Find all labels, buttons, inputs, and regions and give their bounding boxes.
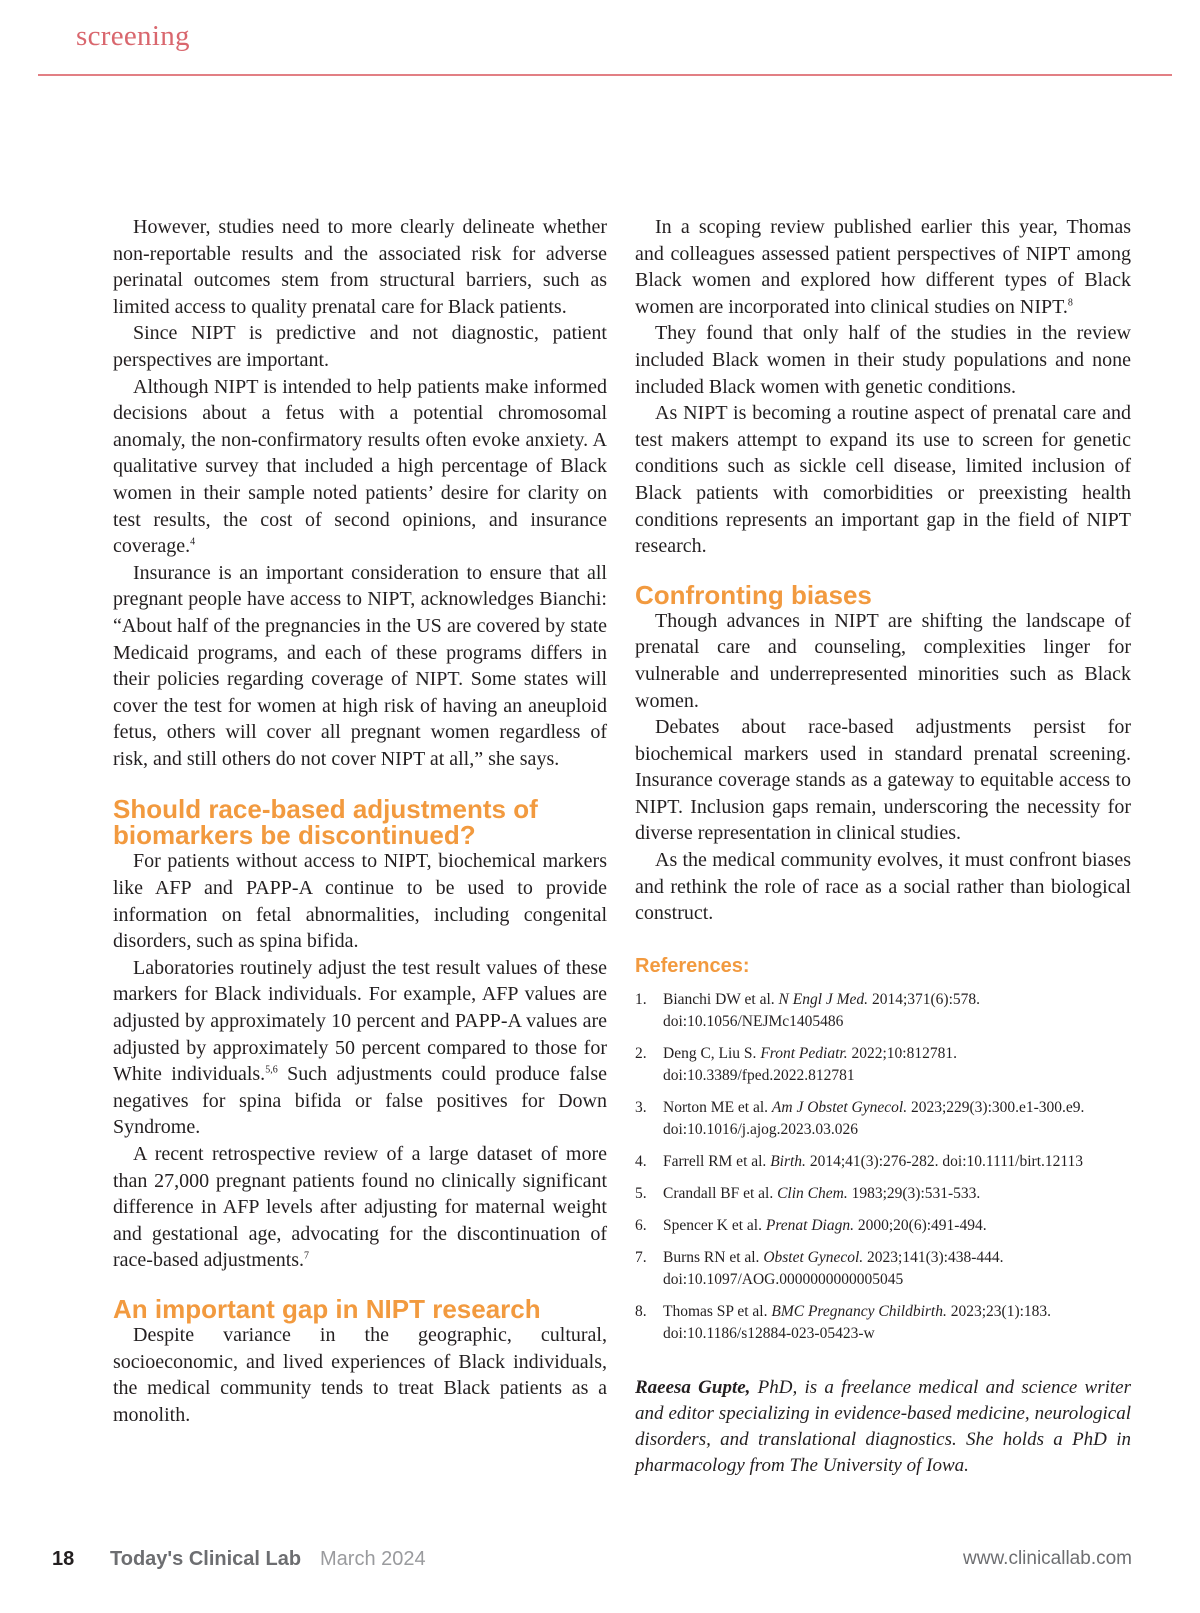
paragraph-text: Although NIPT is intended to help patients make informed decisions about a fetus with a potential chromosomal anomaly, the non-confirmatory results often evoke anxiety. A qualitative survey that included a high percentage of Black women in their sample noted patients’ desire for clarity on test results, the cost of second opinions, and insurance coverage. [113, 375, 607, 558]
reference-authors: Bianchi DW et al. [663, 991, 779, 1009]
section-heading: Confronting biases [635, 579, 872, 610]
reference-number: 3. [635, 1099, 647, 1117]
paragraph: Insurance is an important consideration to ensure that all pregnant people have access to NIPT, acknowledges Bianchi: “About half of the pregnancies in the US are covered by state Medicaid programs, and each of these programs differs in their policies regarding coverage of NIPT. Some states will cover the test for women at high risk of having an aneuploid fetus, others will cover all pregnant women regardless of risk, and still others do not cover NIPT at all,” she says. [113, 561, 607, 770]
paragraph: As NIPT is becoming a routine aspect of prenatal care and test makers attempt to expand its use to screen for genetic conditions such as sickle cell disease, limited inclusion of Black patients with comorbidities or preexisting health conditions represents an important gap in the field of NIPT research. [635, 402, 1131, 558]
reference-item [635, 1151, 1131, 1173]
reference-details: 2000;20(6):491-494. [854, 1217, 987, 1235]
author-bio [635, 1375, 1131, 1479]
reference-details: 1983;29(3):531-533. [847, 1185, 981, 1203]
paragraph: Though advances in NIPT are shifting the landscape of prenatal care and counseling, complexities linger for vulnerable and underrepresented minorities such as Black women. [635, 609, 1131, 712]
reference-journal: Clin Chem. [777, 1185, 848, 1203]
reference-authors: Burns RN et al. [663, 1249, 764, 1267]
reference-journal: Prenat Diagn. [765, 1217, 854, 1235]
magazine-title: Today's Clinical Lab [110, 1548, 302, 1570]
reference-details: 2014;41(3):276-282. doi:10.1111/birt.12113 [805, 1153, 1084, 1171]
left-column [113, 214, 607, 1428]
citation-superscript: 5,6 [265, 1064, 278, 1076]
paragraph-text: In a scoping review published earlier this year, Thomas and colleagues assessed patient perspectives of NIPT among Black women and explored how different types of Black women are incorporated into clinical studies on NIPT. [635, 216, 1131, 318]
page-number: 18 [52, 1548, 75, 1570]
citation-superscript: 8 [1067, 297, 1073, 309]
reference-number: 6. [635, 1217, 647, 1235]
reference-item [635, 1301, 1131, 1345]
paragraph: As the medical community evolves, it must confront biases and rethink the role of race as a social rather than biological construct. [635, 849, 1131, 925]
reference-number: 5. [635, 1185, 647, 1203]
reference-item [635, 1183, 1131, 1205]
reference-item [635, 1215, 1131, 1237]
reference-authors: Crandall BF et al. [663, 1185, 778, 1203]
reference-item [635, 1247, 1131, 1291]
issue-date: March 2024 [320, 1548, 426, 1570]
paragraph [635, 214, 1131, 320]
reference-number: 8. [635, 1303, 647, 1321]
reference-details: 2023;141(3):438-444. doi:10.1097/AOG.0000000000005045 [663, 1249, 1004, 1289]
paragraph: However, studies need to more clearly delineate whether non-reportable results and the associated risk for adverse perinatal outcomes stem from structural barriers, such as limited access to quality prenatal care for Black patients. [113, 216, 607, 318]
reference-authors: Deng C, Liu S. [663, 1045, 761, 1063]
author-bio-text: PhD, is a freelance medical and science writer and editor specializing in evidence-based medicine, neurological disorders, and translational diagnostics. She holds a PhD in pharmacology from The University of Iowa. [635, 1377, 1132, 1477]
paragraph-text: A recent retrospective review of a large dataset of more than 27,000 pregnant patients found no clinically significant difference in AFP levels after adjusting for maternal weight and gestational age, advocating for the discontinuation of race-based adjustments. [113, 1143, 607, 1272]
paragraph [113, 1141, 607, 1274]
reference-number: 2. [635, 1045, 647, 1063]
paragraph: Since NIPT is predictive and not diagnostic, patient perspectives are important. [113, 322, 607, 371]
reference-item [635, 1097, 1131, 1141]
citation-superscript: 7 [304, 1250, 310, 1262]
paragraph: They found that only half of the studies in the review included Black women in their study populations and none included Black women with genetic conditions. [635, 322, 1131, 398]
paragraph: Debates about race-based adjustments persist for biochemical markers used in standard prenatal screening. Insurance coverage stands as a gateway to equitable access to NIPT. Inclusion gaps remain, underscoring the necessity for diverse representation in clinical studies. [635, 716, 1131, 845]
paragraph: For patients without access to NIPT, biochemical markers like AFP and PAPP-A continue to be used to provide information on fetal abnormalities, including congenital disorders, such as spina bifida. [113, 850, 607, 953]
section-heading: An important gap in NIPT research [113, 1293, 541, 1324]
reference-details: 2022;10:812781. doi:10.3389/fped.2022.812781 [663, 1045, 957, 1085]
reference-details: 2023;229(3):300.e1-300.e9. doi:10.1016/j.ajog.2023.03.026 [663, 1099, 1085, 1139]
citation-superscript: 4 [190, 536, 196, 548]
page-footer [52, 1548, 1132, 1578]
website-url: www.clinicallab.com [963, 1548, 1132, 1569]
reference-authors: Thomas SP et al. [663, 1303, 772, 1321]
reference-journal: BMC Pregnancy Childbirth. [771, 1303, 947, 1321]
references-heading: References: [635, 954, 750, 977]
references-list [635, 989, 1131, 1345]
section-heading: Should race-based adjustments of biomarkers be discontinued? [113, 794, 538, 851]
reference-journal: Birth. [770, 1153, 806, 1171]
reference-details: 2014;371(6):578. doi:10.1056/NEJMc1405486 [663, 991, 980, 1031]
reference-number: 1. [635, 991, 647, 1009]
reference-authors: Norton ME et al. [663, 1099, 772, 1117]
paragraph-text: Laboratories routinely adjust the test result values of these markers for Black individuals. For example, AFP values are adjusted by approximately 10 percent and PAPP-A values are adjusted by approximately 50 percent compared to those for White individuals. [113, 956, 607, 1086]
paragraph [113, 955, 607, 1141]
reference-number: 7. [635, 1249, 647, 1267]
right-column [635, 214, 1131, 1479]
reference-journal: N Engl J Med. [778, 991, 869, 1009]
reference-item [635, 1043, 1131, 1087]
reference-item [635, 989, 1131, 1033]
reference-authors: Farrell RM et al. [663, 1153, 771, 1171]
paragraph-text: Such adjustments could produce false negatives for spina bifida or false positives for Down Syndrome. [113, 1063, 607, 1139]
header-divider [38, 74, 1172, 76]
paragraph: Despite variance in the geographic, cultural, socioeconomic, and lived experiences of Black individuals, the medical community tends to treat Black patients as a monolith. [113, 1323, 607, 1426]
reference-number: 4. [635, 1153, 647, 1171]
section-label: screening [76, 20, 190, 52]
reference-journal: Am J Obstet Gynecol. [771, 1099, 908, 1117]
reference-journal: Obstet Gynecol. [763, 1249, 864, 1267]
reference-authors: Spencer K et al. [663, 1217, 766, 1235]
reference-details: 2023;23(1):183. doi:10.1186/s12884-023-05423-w [663, 1303, 1052, 1343]
author-name: Raeesa Gupte, [635, 1377, 751, 1399]
paragraph [113, 374, 607, 560]
reference-journal: Front Pediatr. [760, 1045, 848, 1063]
